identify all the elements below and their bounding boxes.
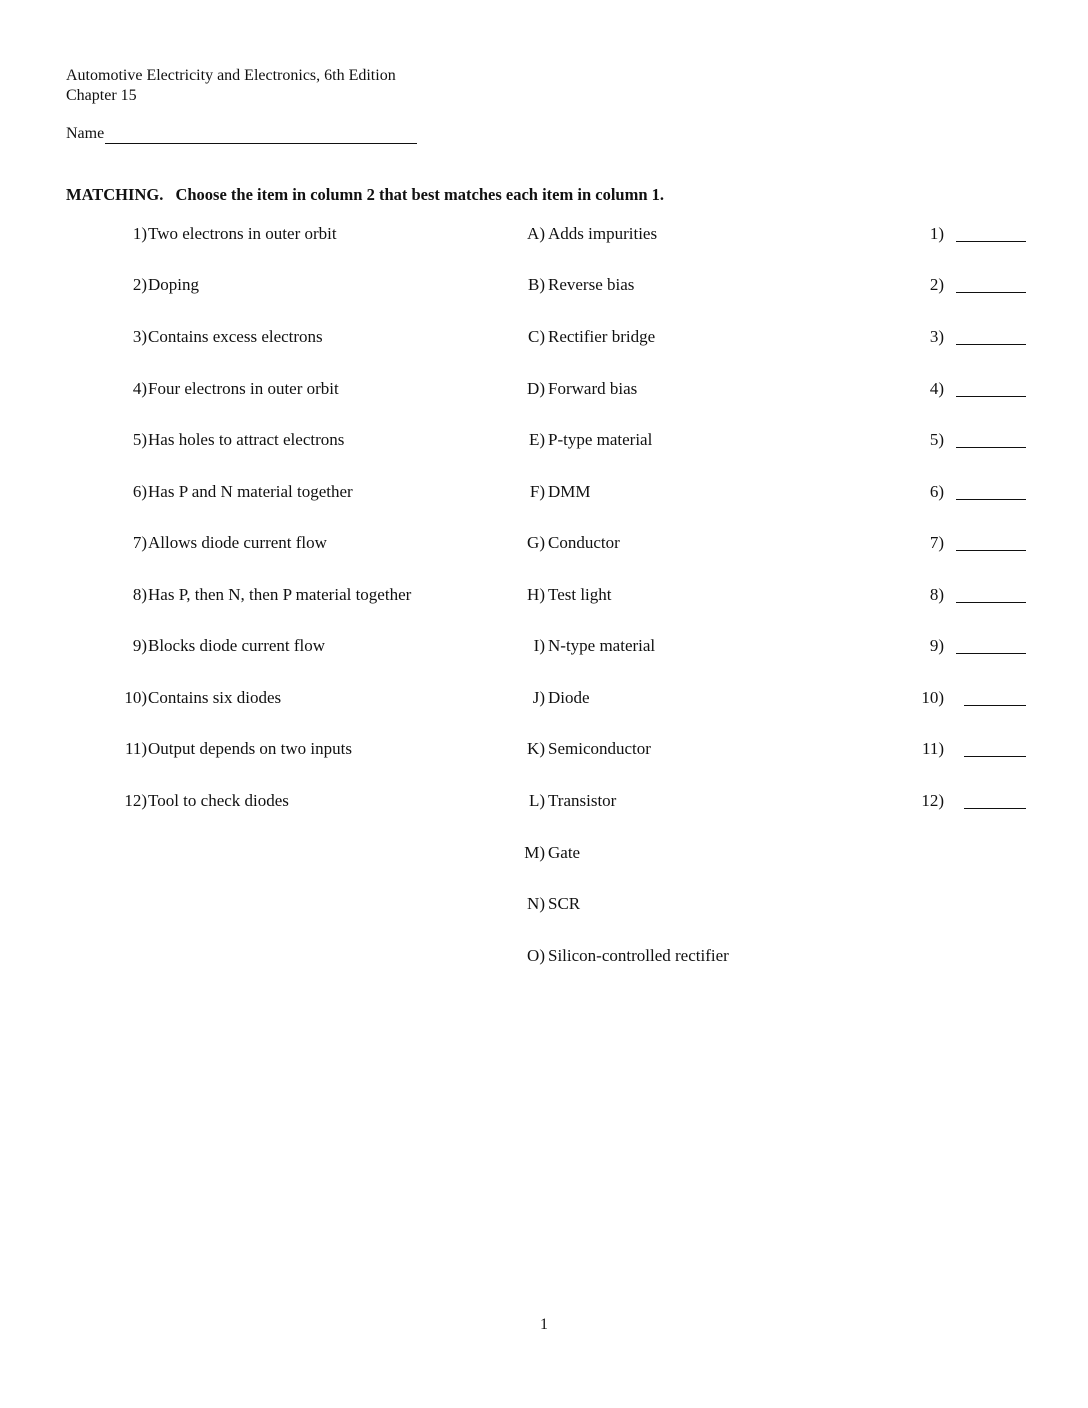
option-letter: H) [527,585,545,604]
option-letter: F) [529,482,545,501]
instructions-text: Choose the item in column 2 that best matches each item in column 1. [175,185,664,204]
option-letter: L) [528,791,545,810]
option-row [0,944,1088,968]
option-text: SCR [548,894,581,913]
name-label: Name [66,125,105,142]
answer-blank[interactable] [956,499,1026,500]
item-number: 4) [132,379,147,398]
answer-number: 5) [929,430,944,449]
answer-blank[interactable] [956,602,1026,603]
item-number: 3) [132,327,147,346]
answer-blank[interactable] [964,808,1026,809]
matching-row [0,377,1088,401]
option-letter: D) [527,379,545,398]
answer-number: 11) [921,739,944,758]
option-text: N-type material [548,636,656,655]
answer-blank[interactable] [956,241,1026,242]
item-text: Doping [148,275,199,294]
answer-blank[interactable] [956,344,1026,345]
option-text: DMM [548,482,591,501]
matching-row [0,273,1088,297]
option-text: Semiconductor [548,739,651,758]
answer-number: 3) [929,327,944,346]
book-title: Automotive Electricity and Electronics, 6th Edition [66,67,396,84]
matching-row [0,222,1088,246]
instructions [66,185,664,205]
option-text: Test light [548,585,612,604]
name-row [66,124,417,144]
matching-row [0,737,1088,761]
option-letter: C) [528,327,545,346]
item-number: 2) [132,275,147,294]
item-text: Tool to check diodes [148,791,289,810]
matching-row [0,789,1088,813]
matching-row [0,480,1088,504]
option-text: Rectifier bridge [548,327,656,346]
option-text: Forward bias [548,379,638,398]
option-letter: E) [528,430,545,449]
item-number: 9) [132,636,147,655]
answer-number: 9) [929,636,944,655]
matching-row [0,583,1088,607]
answer-number: 6) [929,482,944,501]
option-letter: K) [527,739,545,758]
answer-number: 1) [929,224,944,243]
option-letter: A) [527,224,545,243]
option-letter: I) [533,636,545,655]
matching-row [0,634,1088,658]
option-letter: G) [527,533,545,552]
item-text: Contains six diodes [148,688,282,707]
item-text: Allows diode current flow [148,533,327,552]
item-text: Has P, then N, then P material together [148,585,412,604]
option-letter: O) [527,946,545,965]
answer-number: 8) [929,585,944,604]
matching-row [0,531,1088,555]
option-text: Gate [548,843,581,862]
option-row [0,892,1088,916]
answer-blank[interactable] [956,653,1026,654]
item-number: 10) [124,688,147,707]
option-letter: N) [527,894,545,913]
answer-blank[interactable] [956,292,1026,293]
item-text: Has holes to attract electrons [148,430,345,449]
option-text: Reverse bias [548,275,635,294]
answer-blank[interactable] [956,447,1026,448]
item-text: Output depends on two inputs [148,739,352,758]
matching-row [0,325,1088,349]
option-row [0,841,1088,865]
option-text: P-type material [548,430,653,449]
chapter-label: Chapter 15 [66,87,137,104]
answer-number: 7) [929,533,944,552]
answer-blank[interactable] [964,705,1026,706]
answer-blank[interactable] [956,550,1026,551]
item-number: 7) [132,533,147,552]
page-number: 1 [540,1316,548,1333]
answer-blank[interactable] [964,756,1026,757]
answer-number: 4) [929,379,944,398]
item-text: Contains excess electrons [148,327,323,346]
option-text: Adds impurities [548,224,658,243]
name-field[interactable] [105,125,417,144]
item-number: 5) [132,430,147,449]
item-text: Two electrons in outer orbit [148,224,337,243]
instructions-lead: MATCHING. [66,185,164,204]
matching-row [0,686,1088,710]
item-text: Blocks diode current flow [148,636,326,655]
answer-number: 10) [921,688,944,707]
matching-row [0,428,1088,452]
answer-number: 12) [921,791,944,810]
option-text: Conductor [548,533,620,552]
option-text: Silicon-controlled rectifier [548,946,729,965]
item-text: Has P and N material together [148,482,353,501]
item-number: 12) [124,791,147,810]
item-text: Four electrons in outer orbit [148,379,339,398]
answer-number: 2) [929,275,944,294]
answer-blank[interactable] [956,396,1026,397]
option-letter: M) [524,843,545,862]
item-number: 11) [124,739,147,758]
option-text: Diode [548,688,590,707]
item-number: 1) [132,224,147,243]
item-number: 6) [132,482,147,501]
option-letter: J) [532,688,545,707]
option-letter: B) [528,275,545,294]
option-text: Transistor [548,791,617,810]
item-number: 8) [132,585,147,604]
